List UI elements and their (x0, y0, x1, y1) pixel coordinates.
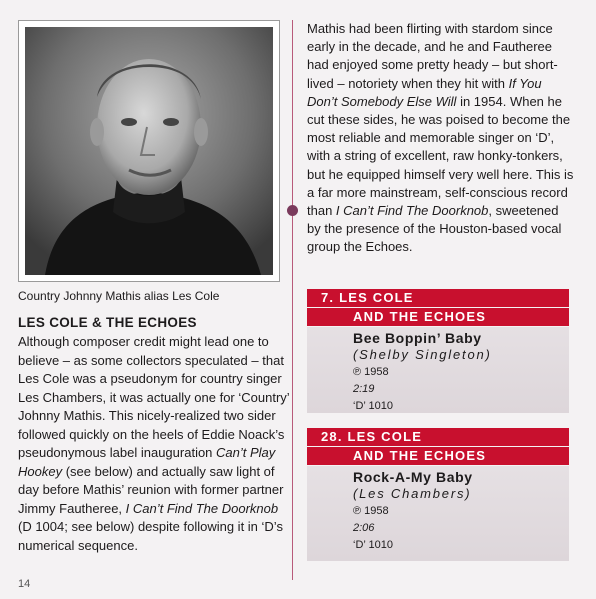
text-run: (see below) and actually saw light of day before Mathis’ reunion with former partner Jimmy Fautheree, (18, 463, 284, 516)
track-duration: 2:19 (353, 383, 375, 395)
text-run: Although composer credit might lead one to believe – as some collectors speculated – that Les Cole was a pseudonym for country singer Les Chambers, it was actually one for ‘Country’ Johnny Mathis. This nicely-realized two sider followed quickly on the heels of Eddie Noack’s pseudonymous label inauguration (18, 334, 290, 460)
divider-dot (287, 205, 298, 216)
track-catalog: ‘D’ 1010 (353, 539, 393, 551)
text-run: Mathis had been flirting with stardom since early in the decade, and he and Fautheree had enjoyed some pretty heady – but short-lived – notoriety when they hit with (307, 21, 558, 91)
track-duration: 2:06 (353, 522, 375, 534)
track-year: ℗ 1958 (353, 505, 389, 517)
text-run: (D 1004; see below) despite following it in ‘D’s numerical sequence. (18, 519, 283, 553)
italic-title: I Can’t Find The Doorknob (335, 203, 489, 219)
italic-title: Can’t Play Hookey (18, 445, 276, 479)
portrait-photo (25, 27, 273, 275)
track-artist-line1: LES COLE (339, 290, 414, 305)
italic-title: I Can’t Find The Doorknob (125, 500, 279, 516)
track-catalog: ‘D’ 1010 (353, 400, 393, 412)
text-run: , sweetened by the presence of the Houston-based vocal group the Echoes. (307, 203, 562, 255)
track-credit: (Shelby Singleton) (353, 347, 492, 362)
portrait-illustration (25, 27, 273, 275)
text-run: in 1954. When he cut these sides, he was poised to become the most reliable and memorable singer on ‘D’, with a string of excellent, raw honky-tonkers, but he equipped himself very well here. This is a far more mainstream, self-conscious record than (307, 93, 574, 219)
track-artist-bar (307, 289, 569, 308)
track-title: Bee Boppin’ Baby (353, 330, 482, 346)
article-body-left (18, 333, 293, 555)
article-body-right (307, 20, 575, 257)
article-headline: LES COLE & THE ECHOES (18, 315, 197, 330)
track-artist-bar-2: AND THE ECHOES (307, 308, 569, 327)
photo-caption: Country Johnny Mathis alias Les Cole (18, 289, 220, 303)
photo-frame (18, 20, 280, 282)
track-year: ℗ 1958 (353, 366, 389, 378)
track-number: 7. (321, 290, 335, 305)
track-artist-bar (307, 428, 569, 447)
track-artist-line1: LES COLE (347, 429, 423, 444)
italic-title: If You Don’t Somebody Else Will (307, 75, 542, 109)
track-box (307, 428, 569, 561)
column-divider (292, 20, 293, 580)
page-number: 14 (18, 578, 31, 590)
track-number: 28. (321, 429, 343, 444)
track-credit: (Les Chambers) (353, 486, 472, 501)
track-box (307, 289, 569, 413)
track-title: Rock-A-My Baby (353, 469, 473, 485)
track-artist-bar-2: AND THE ECHOES (307, 447, 569, 466)
